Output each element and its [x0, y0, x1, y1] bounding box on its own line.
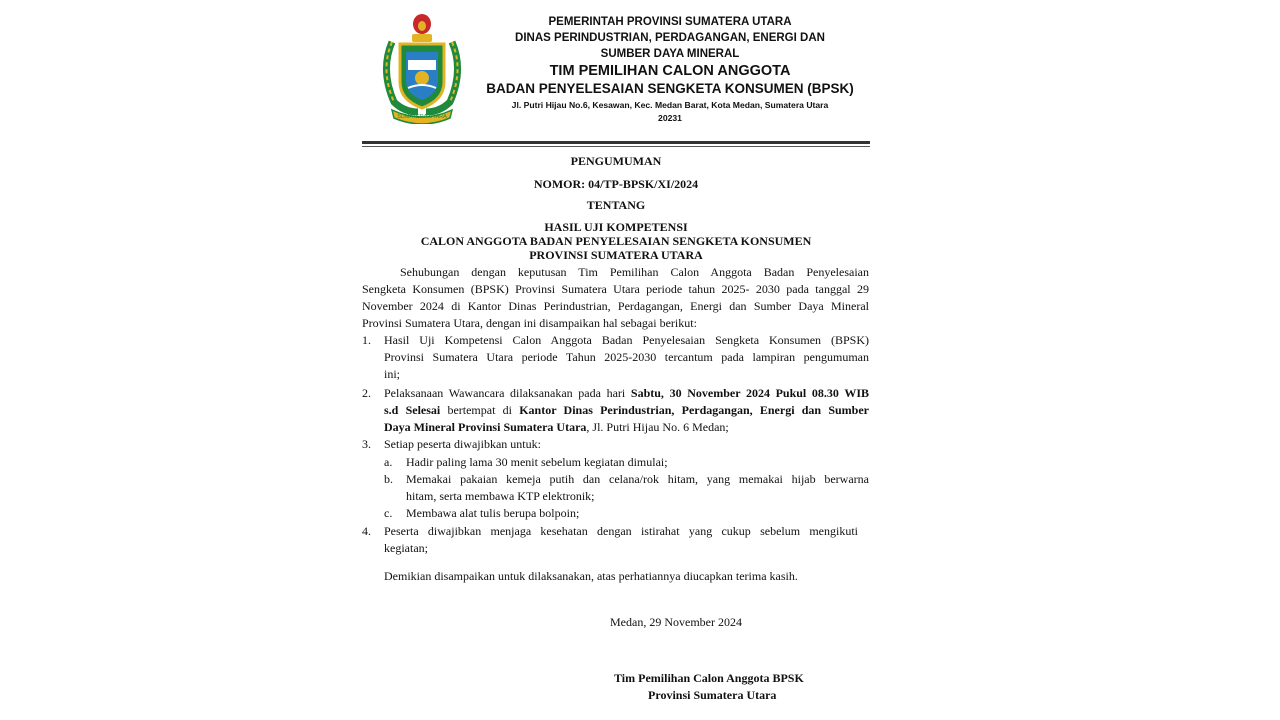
letterhead-line-3: SUMBER DAYA MINERAL: [600, 48, 740, 60]
item-4-line-2: kegiatan;: [384, 541, 428, 555]
subitem-b-line-1: Memakai pakaian kemeja putih dan celana/rok hitam, yang memakai hijab berwarna: [406, 472, 869, 486]
announcement-number: NOMOR: 04/TP-BPSK/XI/2024: [533, 177, 699, 191]
item-2-until: s.d Selesai: [384, 403, 441, 417]
item-2-address: , Jl. Putri Hijau No. 6 Medan;: [586, 420, 729, 434]
letterhead-line-4: TIM PEMILIHAN CALON ANGGOTA: [549, 63, 791, 79]
subitem-label-a: a.: [384, 455, 393, 469]
item-2: [384, 385, 869, 436]
letterhead-line-1: PEMERINTAH PROVINSI SUMATERA UTARA: [548, 16, 792, 28]
item-2-line-2: [384, 402, 869, 419]
item-1-line-2: Provinsi Sumatera Utara periode Tahun 2025-2030 tercantum pada lampiran pengumuman: [384, 350, 869, 364]
letterhead-line-2: DINAS PERINDUSTRIAN, PERDAGANGAN, ENERGI DAN: [515, 32, 825, 44]
item-number-3: 3.: [362, 437, 371, 451]
item-2-text-d: bertempat di: [440, 403, 520, 417]
item-number-2: 2.: [362, 386, 371, 400]
item-1-line-1: Hasil Uji Kompetensi Calon Anggota Badan Penyelesaian Sengketa Konsumen (BPSK): [384, 333, 869, 347]
announcement-about: TENTANG: [586, 198, 646, 212]
item-3: Setiap peserta diwajibkan untuk:: [384, 437, 541, 451]
subitem-a: Hadir paling lama 30 menit sebelum kegiatan dimulai;: [406, 455, 668, 469]
province-emblem-logo: [378, 12, 466, 124]
letterhead-address-2: 20231: [658, 113, 682, 123]
item-2-venue-1: Kantor Dinas Perindustrian, Perdagangan, Energi dan Sumber: [519, 403, 869, 417]
signatory-line-1: Tim Pemilihan Calon Anggota BPSK: [614, 671, 804, 685]
place-and-date: Medan, 29 November 2024: [610, 615, 742, 629]
intro-paragraph: [362, 264, 869, 332]
letterhead-line-5: BADAN PENYELESAIAN SENGKETA KONSUMEN (BPSK): [486, 81, 854, 96]
item-2-text-a: Pelaksanaan Wawancara dilaksanakan pada hari: [384, 386, 631, 400]
item-4-line-1: Peserta diwajibkan menjaga kesehatan dengan istirahat yang cukup sebelum mengikuti: [384, 524, 858, 538]
intro-line-4: Provinsi Sumatera Utara, dengan ini disampaikan hal sebagai berikut:: [362, 316, 697, 330]
intro-line-1: Sehubungan dengan keputusan Tim Pemilihan Calon Anggota Badan Penyelesaian: [400, 265, 869, 279]
subitem-c: Membawa alat tulis berupa bolpoin;: [406, 506, 580, 520]
letterhead-divider-thin: [362, 146, 870, 147]
announcement-heading: PENGUMUMAN: [570, 154, 662, 168]
item-2-schedule: Sabtu, 30 November 2024 Pukul 08.30 WIB: [630, 386, 869, 400]
item-1-line-3: ini;: [384, 367, 401, 381]
subject-line-3: PROVINSI SUMATERA UTARA: [529, 248, 703, 262]
letterhead: [478, 14, 862, 124]
signatory-line-2: Provinsi Sumatera Utara: [648, 688, 777, 702]
intro-line-3: November 2024 di Kantor Dinas Perindustrian, Perdagangan, Energi dan Sumber Daya Mineral: [362, 299, 869, 313]
item-4: [384, 523, 858, 557]
subitem-b: [406, 471, 869, 505]
subitem-label-b: b.: [384, 472, 393, 486]
item-2-line-3: [384, 419, 869, 436]
item-2-venue-2: Daya Mineral Provinsi Sumatera Utara: [384, 420, 587, 434]
closing-sentence: Demikian disampaikan untuk dilaksanakan, atas perhatiannya diucapkan terima kasih.: [384, 569, 798, 583]
item-1: [384, 332, 869, 383]
letterhead-address-1: Jl. Putri Hijau No.6, Kesawan, Kec. Medan Barat, Kota Medan, Sumatera Utara: [511, 100, 829, 110]
subject-line-2: CALON ANGGOTA BADAN PENYELESAIAN SENGKETA KONSUMEN: [420, 234, 812, 248]
item-number-4: 4.: [362, 524, 371, 538]
item-2-line-1: [384, 385, 869, 402]
subitem-b-line-2: hitam, serta membawa KTP elektronik;: [406, 489, 595, 503]
subitem-label-c: c.: [384, 506, 393, 520]
intro-line-2: Sengketa Konsumen (BPSK) Provinsi Sumatera Utara periode tahun 2025- 2030 pada tanggal 29: [362, 282, 869, 296]
subject-line-1: HASIL UJI KOMPETENSI: [544, 220, 688, 234]
item-number-1: 1.: [362, 333, 371, 347]
logo-ribbon-text: SUMATERA UTARA: [397, 114, 447, 120]
letterhead-divider-thick: [362, 141, 870, 144]
